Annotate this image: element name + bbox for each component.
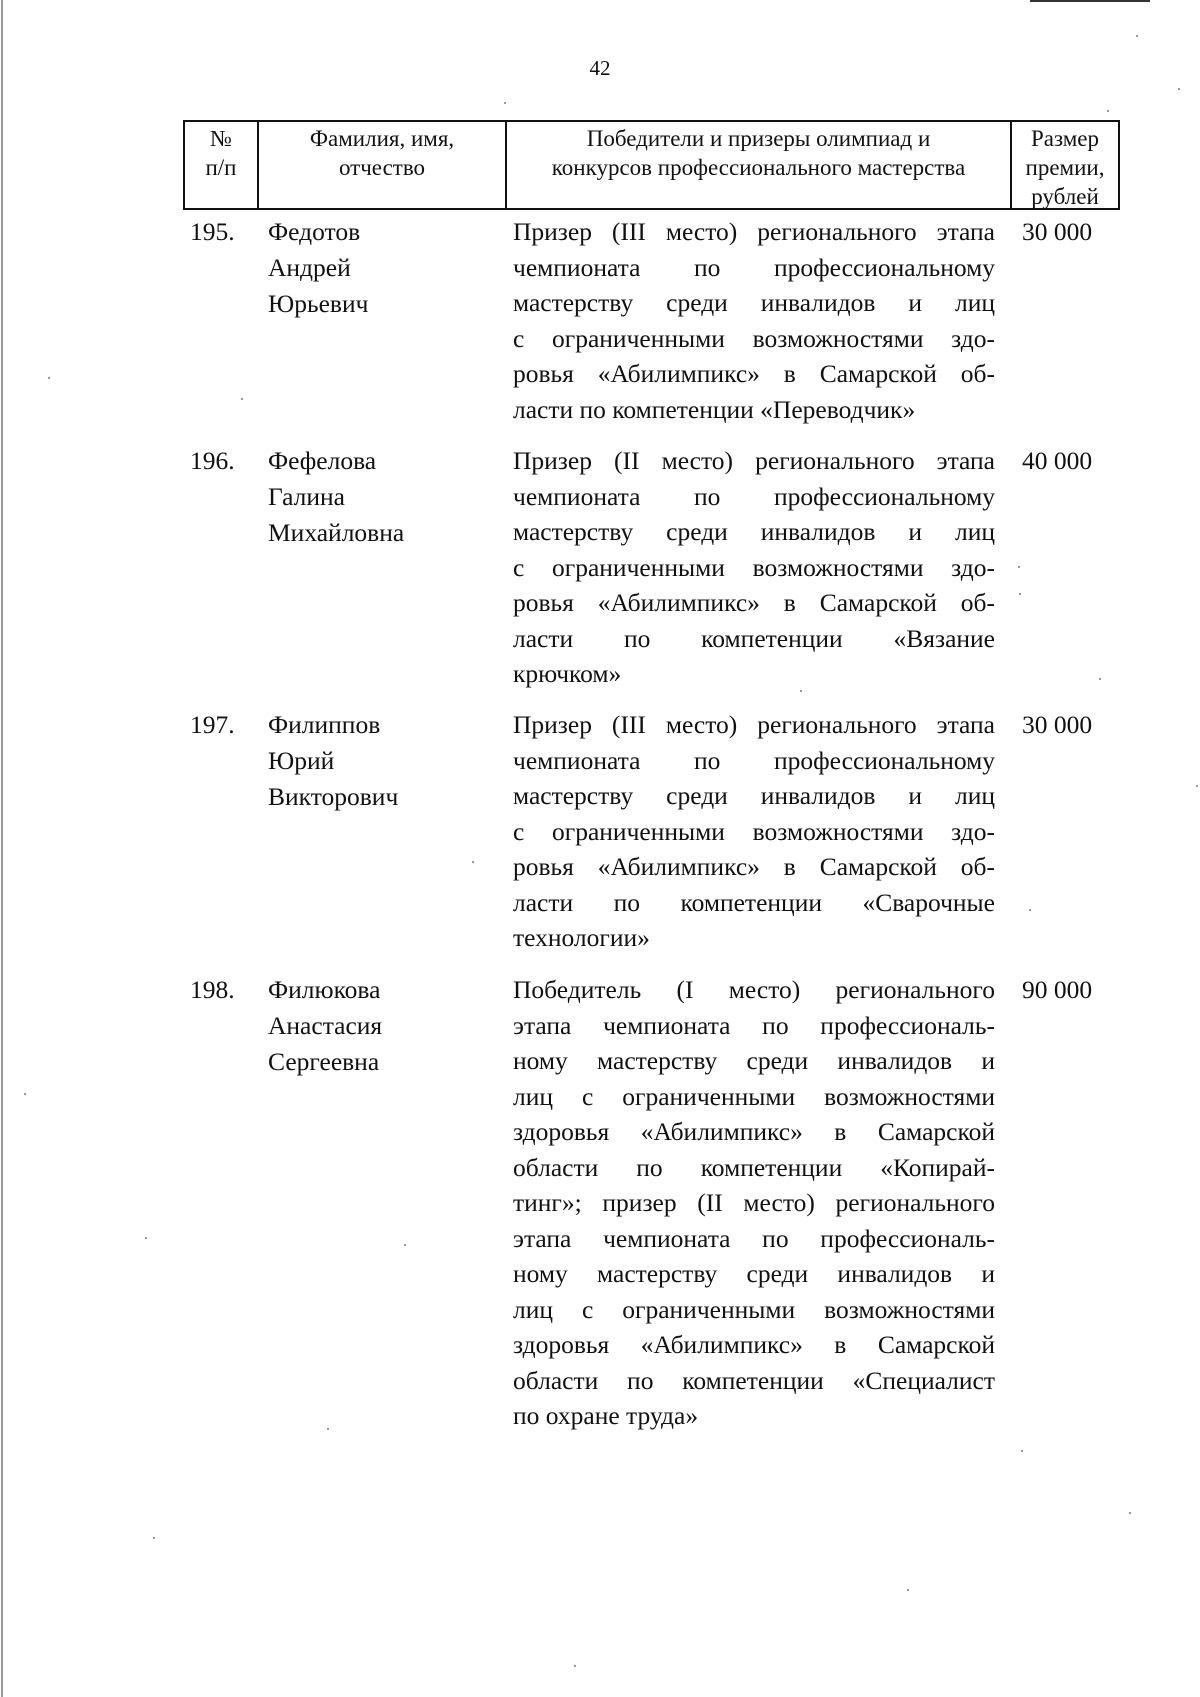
description-line: технологии» xyxy=(513,923,650,952)
name-line: Фефелова xyxy=(268,446,377,475)
scan-speck xyxy=(574,1665,576,1667)
description-line: этапа чемпионата по профессиональ- xyxy=(513,1223,995,1253)
description-line: мастерству среди инвалидов и лиц xyxy=(513,781,995,810)
header-text: Фамилия, имя, xyxy=(309,126,455,151)
description-line: ровья «Абилимпикс» в Самарской об- xyxy=(513,588,995,617)
description-line: крючком» xyxy=(513,659,622,688)
description-line: ному мастерству среди инвалидов и xyxy=(513,1259,995,1288)
entry-description xyxy=(513,972,995,1434)
scan-speck xyxy=(907,1589,909,1591)
scan-speck xyxy=(800,690,802,692)
header-col-amount xyxy=(1010,122,1118,208)
description-line: тинг»; призер (II место) регионального xyxy=(513,1188,995,1217)
header-text: рублей xyxy=(1031,184,1099,209)
scan-speck xyxy=(1136,35,1138,37)
description-line: этапа чемпионата по профессиональ- xyxy=(513,1010,995,1040)
header-col-number xyxy=(185,122,257,208)
description-line: ласти по компетенции «Сварочные xyxy=(513,887,995,917)
description-line: ласти по компетенции «Переводчик» xyxy=(513,394,916,424)
header-text: Размер xyxy=(1030,126,1100,151)
entry-amount: 90 000 xyxy=(1022,975,1093,1004)
description-line: ровья «Абилимпикс» в Самарской об- xyxy=(513,359,995,388)
entry-amount: 30 000 xyxy=(1022,217,1093,246)
entry-name xyxy=(268,214,508,322)
scan-speck xyxy=(404,1244,406,1246)
scan-speck xyxy=(1107,110,1109,112)
description-line: области по компетенции «Специалист xyxy=(513,1365,995,1395)
entry-name xyxy=(268,972,508,1080)
description-line: лиц с ограниченными возможностями xyxy=(513,1081,995,1111)
scan-speck xyxy=(24,1093,26,1095)
entry-description xyxy=(513,707,995,956)
scan-speck xyxy=(1018,566,1020,568)
header-col-description xyxy=(505,122,1010,208)
scan-edge-left xyxy=(1,0,3,1697)
scan-speck xyxy=(48,377,50,379)
description-line: ласти по компетенции «Вязание xyxy=(513,623,995,653)
name-line: Сергеевна xyxy=(268,1047,380,1076)
name-line: Андрей xyxy=(268,253,351,282)
scan-speck xyxy=(145,1237,147,1239)
page-number: 42 xyxy=(589,56,611,80)
description-line: ному мастерству среди инвалидов и xyxy=(513,1046,995,1075)
description-line: с ограниченными возможностями здо- xyxy=(513,323,995,353)
header-text: № xyxy=(210,126,232,151)
header-text: Победители и призеры олимпиад и xyxy=(586,126,931,151)
description-line: с ограниченными возможностями здо- xyxy=(513,816,995,846)
scan-edge-top xyxy=(1030,0,1150,2)
table-header xyxy=(183,120,1120,210)
description-line: чемпионата по профессиональному xyxy=(513,481,995,511)
entry-name xyxy=(268,443,508,551)
entry-name xyxy=(268,707,508,815)
description-line: мастерству среди инвалидов и лиц xyxy=(513,517,995,546)
description-line: лиц с ограниченными возможностями xyxy=(513,1294,995,1324)
entry-number: 195. xyxy=(190,217,235,246)
name-line: Галина xyxy=(268,482,345,511)
description-line: Победитель (I место) регионального xyxy=(513,975,995,1004)
entry-amount: 30 000 xyxy=(1022,710,1093,739)
name-line: Федотов xyxy=(268,217,361,246)
entry-number: 196. xyxy=(190,446,235,475)
entry-amount: 40 000 xyxy=(1022,446,1093,475)
scan-speck xyxy=(1178,88,1180,90)
scan-speck xyxy=(1099,678,1101,680)
name-line: Анастасия xyxy=(268,1011,383,1040)
name-line: Михайловна xyxy=(268,518,405,547)
description-line: области по компетенции «Копирай- xyxy=(513,1152,995,1182)
description-line: Призер (II место) регионального этапа xyxy=(513,446,995,475)
header-text: п/п xyxy=(205,155,237,180)
entry-number: 198. xyxy=(190,975,235,1004)
name-line: Юрий xyxy=(268,746,335,775)
scan-speck xyxy=(1019,593,1021,595)
scan-speck xyxy=(241,398,243,400)
name-line: Юрьевич xyxy=(268,289,369,318)
scan-speck xyxy=(1021,1450,1023,1452)
name-line: Филюкова xyxy=(268,975,381,1004)
header-col-name xyxy=(257,122,505,208)
name-line: Викторович xyxy=(268,782,399,811)
description-line: с ограниченными возможностями здо- xyxy=(513,552,995,582)
scan-speck xyxy=(327,1428,329,1430)
entry-description xyxy=(513,443,995,692)
scan-speck xyxy=(504,102,506,104)
description-line: Призер (III место) регионального этапа xyxy=(513,217,995,246)
name-line: Филиппов xyxy=(268,710,381,739)
description-line: ровья «Абилимпикс» в Самарской об- xyxy=(513,852,995,881)
description-line: чемпионата по профессиональному xyxy=(513,252,995,282)
description-line: по охране труда» xyxy=(513,1401,699,1430)
scan-speck xyxy=(1196,785,1198,787)
description-line: здоровья «Абилимпикс» в Самарской xyxy=(513,1117,995,1146)
description-line: чемпионата по профессиональному xyxy=(513,745,995,775)
entry-description xyxy=(513,214,995,427)
scan-speck xyxy=(153,1537,155,1539)
description-line: мастерству среди инвалидов и лиц xyxy=(513,288,995,317)
scan-speck xyxy=(1129,1512,1131,1514)
description-line: здоровья «Абилимпикс» в Самарской xyxy=(513,1330,995,1359)
scan-speck xyxy=(472,861,474,863)
scan-speck xyxy=(1029,909,1031,911)
entry-number: 197. xyxy=(190,710,235,739)
header-text: премии, xyxy=(1025,155,1105,180)
header-text: конкурсов профессионального мастерства xyxy=(551,155,966,180)
header-text: отчество xyxy=(338,155,426,180)
description-line: Призер (III место) регионального этапа xyxy=(513,710,995,739)
